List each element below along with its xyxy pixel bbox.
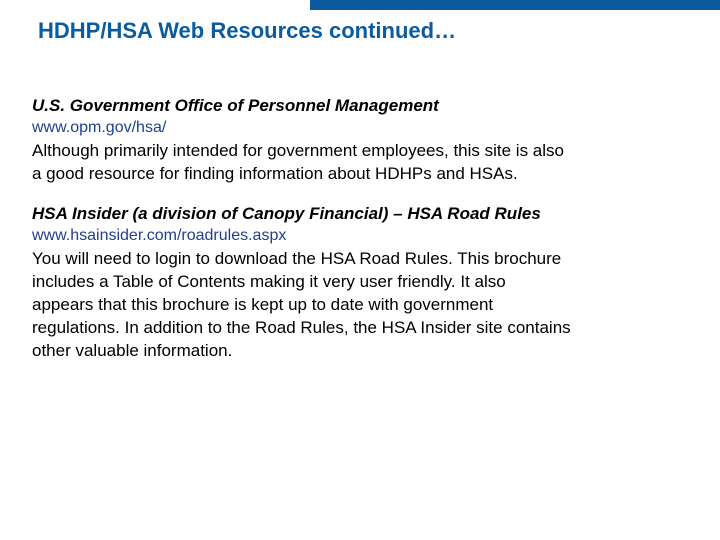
resource-url-link[interactable]: www.opm.gov/hsa/	[32, 119, 167, 136]
resource-name: HSA Insider (a division of Canopy Financial) – HSA Road Rules	[32, 204, 541, 223]
description-line: includes a Table of Contents making it very user friendly. It also	[32, 272, 506, 291]
description-line: Although primarily intended for government employees, this site is also	[32, 141, 564, 160]
description-line: a good resource for finding information about HDHPs and HSAs.	[32, 164, 518, 183]
resource-hsa-insider	[32, 203, 682, 362]
description-line: appears that this brochure is kept up to date with government	[32, 295, 494, 314]
slide-title: HDHP/HSA Web Resources continued…	[38, 18, 457, 43]
resource-url-link[interactable]: www.hsainsider.com/roadrules.aspx	[32, 227, 287, 244]
resource-list	[32, 95, 682, 380]
description-line: You will need to login to download the HSA Road Rules. This brochure	[32, 249, 562, 268]
resource-name: U.S. Government Office of Personnel Management	[32, 96, 439, 115]
resource-opm	[32, 95, 682, 185]
description-line: regulations. In addition to the Road Rules, the HSA Insider site contains	[32, 318, 571, 337]
description-line: other valuable information.	[32, 341, 233, 360]
header-accent-bar	[310, 0, 720, 10]
resource-description	[32, 139, 682, 185]
resource-description	[32, 247, 682, 362]
